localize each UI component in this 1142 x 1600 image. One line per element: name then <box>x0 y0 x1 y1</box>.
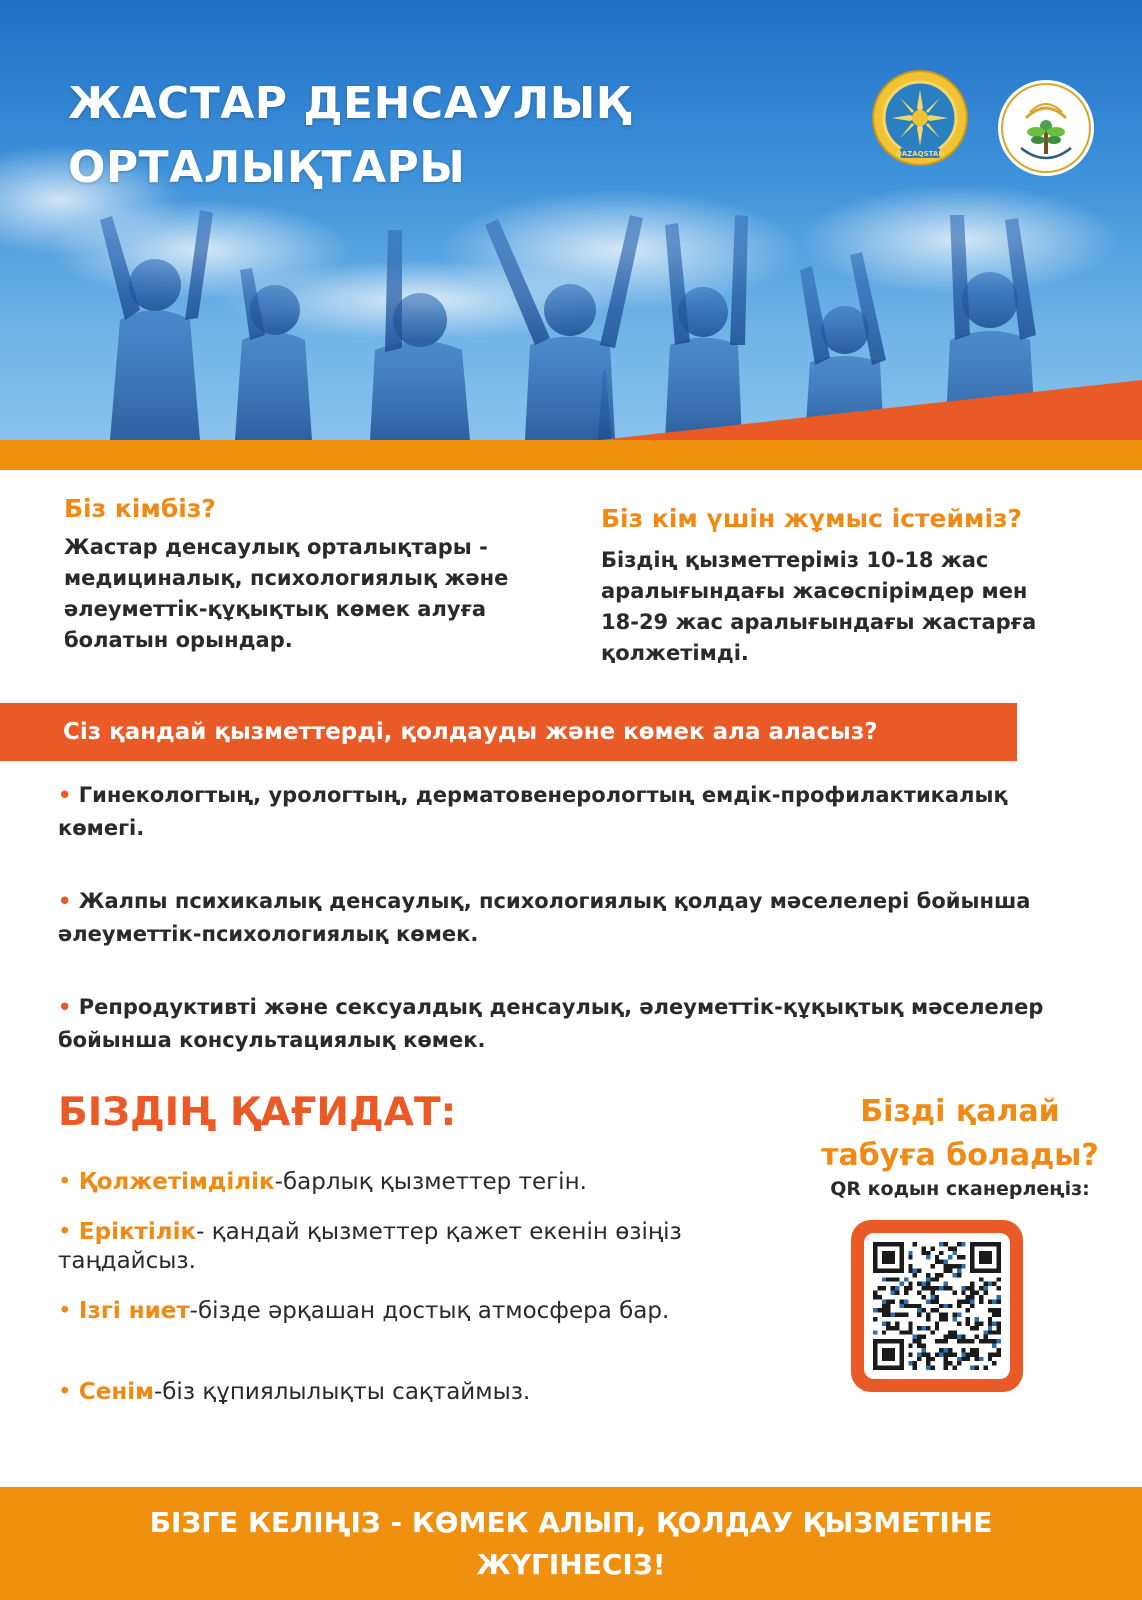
bullet-icon: • <box>58 995 72 1019</box>
target-audience-heading: Біз кім үшін жұмыс істейміз? <box>601 504 1023 533</box>
qr-code-background <box>864 1233 1010 1379</box>
qr-code-frame[interactable] <box>851 1220 1023 1392</box>
hero-title <box>68 72 630 200</box>
principle-term: Сенім <box>78 1379 154 1405</box>
footer-line-1: БІЗГЕ КЕЛІҢІЗ - КӨМЕК АЛЫП, ҚОЛДАУ ҚЫЗМЕТІНЕ <box>149 1505 993 1539</box>
service-item <box>58 991 1068 1057</box>
service-text: Гинекологтың, урологтың, дерматовенерологтың емдік-профилактикалық көмегі. <box>58 783 1008 840</box>
qr-code-icon[interactable] <box>873 1242 1001 1370</box>
principle-item <box>58 1378 738 1407</box>
hero-banner <box>0 0 1142 470</box>
footer-line-2: ЖҮГІНЕСІЗ! <box>476 1547 666 1581</box>
principle-text: -бізде әрқашан достық атмосфера бар. <box>189 1298 670 1324</box>
principles-heading: БІЗДІҢ ҚАҒИДАТ: <box>58 1090 457 1135</box>
qr-caption: QR кодын сканерлеңіз: <box>830 1178 1090 1200</box>
target-audience-text: Біздің қызметтеріміз 10-18 жас аралығындағы жасөспірімдер мен 18-29 жас аралығындағы жастарға қолжетімді. <box>601 548 1037 665</box>
hero-photo-illustration <box>0 0 1142 470</box>
principle-term: Еріктілік <box>78 1219 197 1245</box>
principle-text: -барлық қызметтер тегін. <box>274 1169 587 1195</box>
bullet-icon: • <box>58 1219 72 1245</box>
hero-title-line-2: ОРТАЛЫҚТАРЫ <box>68 142 466 193</box>
bullet-icon: • <box>58 783 72 807</box>
find-us-heading <box>780 1090 1140 1178</box>
services-title: Сіз қандай қызметтерді, қолдауды және көмек ала аласыз? <box>63 719 878 745</box>
principle-item <box>58 1218 738 1276</box>
state-emblem-icon <box>870 68 970 168</box>
find-us-heading-line-2: табуға болады? <box>821 1138 1099 1173</box>
principle-text: - қандай қызметтер қажет екенін өзіңіз таңдайсыз. <box>58 1219 682 1274</box>
principle-item <box>58 1297 738 1326</box>
service-text: Жалпы психикалық денсаулық, психологиялық қолдау мәселелері бойынша әлеуметтік-психологиялық көмек. <box>58 889 1031 946</box>
principle-term: Қолжетімділік <box>78 1169 275 1195</box>
emblem-text: QAZAQSTAN <box>895 150 945 158</box>
principle-term: Ізгі ниет <box>78 1298 190 1324</box>
ministry-logo-icon <box>996 78 1096 178</box>
bullet-icon: • <box>58 1169 72 1195</box>
bullet-icon: • <box>58 889 72 913</box>
who-we-are-heading: Біз кімбіз? <box>64 494 216 523</box>
service-text: Репродуктивті және сексуалдық денсаулық, әлеуметтік-құқықтық мәселелер бойынша консультациялық көмек. <box>58 995 1044 1052</box>
service-item <box>58 885 1068 951</box>
hero-title-line-1: ЖАСТАР ДЕНСАУЛЫҚ <box>68 78 631 129</box>
who-we-are-text: Жастар денсаулық орталықтары - медициналық, психологиялық және әлеуметтік-құқықтық көмек алуға болатын орындар. <box>64 535 509 652</box>
service-item <box>58 779 1068 845</box>
principle-item <box>58 1168 738 1197</box>
principle-text: -біз құпиялылықты сақтаймыз. <box>153 1379 531 1405</box>
bullet-icon: • <box>58 1379 72 1405</box>
services-banner <box>0 703 1017 761</box>
footer-banner <box>0 1487 1142 1600</box>
find-us-heading-line-1: Бізді қалай <box>860 1094 1060 1129</box>
bullet-icon: • <box>58 1298 72 1324</box>
